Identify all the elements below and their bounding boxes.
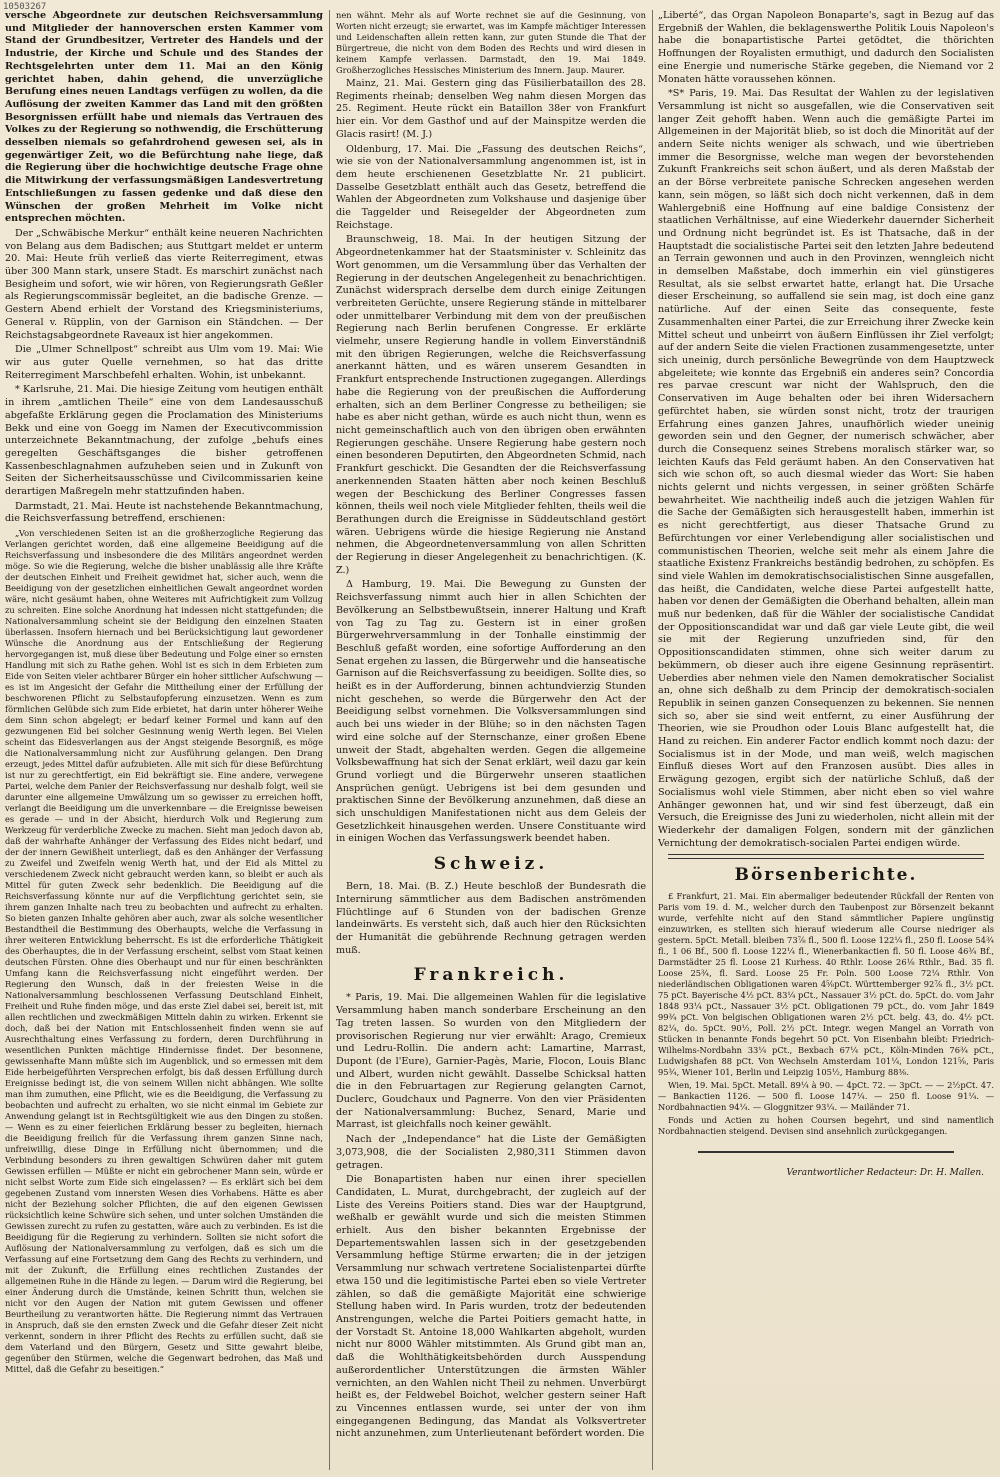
article-hamburg: Δ Hamburg, 19. Mai. Die Bewegung zu Gunsten der Reichsverfassung nimmt auch hier in allen Schichten der Bevölkerung an Selbstbewußtsein, innerer Haltung und Kraft von Tag zu Tag zu. Gestern ist in einer großen Bürgerwehrversammlung in der Tonhalle einstimmig der Beschluß gefaßt worden, eine sofortige Aufforderung an den Senat ergehen zu lassen, die Bürgerwehr und die hanseatische Garnison auf die Reichsverfassung zu beeidigen. Sollte dies, so heißt es in der Aufforderung, binnen achtundvierzig Stunden nicht geschehen, so werde die Bürgerwehr den Act der Beeidigung selbst vornehmen. Die Volksversammlungen sind auch bei uns wieder in der Blühe; so in den nächsten Tagen wird eine solche auf der Sternschanze, einer großen Ebene unweit der Stadt, abgehalten werden. Gegen die allgemeine Volksbewaffnung hat sich der Senat erklärt, weil dazu gar kein Grund vorliegt und die Bürgerwehr unseren staatlichen Ansprüchen genügt. Uebrigens ist bei dem gesunden und praktischen Sinne der Bevölkerung anzunehmen, daß diese an sich unschuldigen Manifestationen nicht aus dem Geleis der Gesetzlichkeit hinausgehen werden. Unsere Constituante wird in einigen Wochen das Verfassungswerk beendet haben. — [336, 579, 646, 845]
section-heading-frankreich: Frankreich. — [413, 965, 569, 986]
article-paris-resultat: *S* Paris, 19. Mai. Das Resultat der Wahlen zu der legislativen Versammlung ist nicht so ausgefallen, wie die Conservativen seit langer Zeit gehofft haben. Wenn auch die gemäßigte Partei im Allgemeinen in der Majorität blieb, so ist doch die Minorität auf der andern Seite nichts weniger als schwach, und wie übertrieben immer die Besorgnisse, welche man wegen der bevorstehenden Zukunft Frankreichs seit schon äußert, und als deren Maßstab der an der Börse verbreitete panische Schrecken angesehen werden kann, sein mögen, so läßt sich doch nicht verkennen, daß in dem Wahlergebniß eine Hoffnung auf eine baldige Consistenz der staatlichen Verhältnisse, auf eine Wiederkehr dauernder Sicherheit und Ordnung nicht begründet ist. Es ist Thatsache, daß in der Hauptstadt die socialistische Partei seit den letzten Jahre bedeutend an Terrain gewonnen und auch in den Provinzen, wenngleich nicht in demselben Maßstabe, doch immerhin ein viel günstigeres Resultat, als sie selbst erwartet hatte, erlangt hat. Die Ursache dieser Erscheinung, so auffallend sie sein mag, ist doch eine ganz natürliche. Auf der einen Seite das consequente, feste Zusammenhalten einer Partei, die zur Erreichung ihrer Zwecke kein Mittel scheut und unbeirrt von äußern Einflüssen ihr Ziel verfolgt; auf der andern Seite die vielen Fractionen zusammengesetzte, unter sich uneinig, durch persönliche Bewegründe von dem Hauptzweck abgeleitete; wie konnte das Ergebniß ein anderes sein? Concordia res parvae crescunt war nicht der Wahlspruch, den die Conservativen im Auge behalten oder bei ihren Widersachern gefürchtet haben, sie würden sonst nicht, trotz der traurigen Erfahrung eines ganzen Jahres, unaufhörlich wieder uneinig geworden sein und den Gegner, der numerisch schwächer, aber durch die Consequenz seines Strebens moralisch stärker war, so leichten Kaufs das Feld geräumt haben. An den Conservativen hat sich wie schon oft, so auch diesmal wieder das Wort: Sie haben nichts gelernt und nichts vergessen, in seiner größten Schärfe bewahrheitet. Wie nachtheilig indeß auch die jetzigen Wahlen für die Sache der Gemäßigten sich herausgestellt haben, immerhin ist es nicht gerechtfertigt, aus dieser Thatsache Grund zu Befürchtungen vor einer Verlebendigung aller socialistischen und communistischen Theorien, welche seit mehr als einem Jahre die staatliche Existenz Frankreichs beständig bedrohen, zu schöpfen. Es sind viele Wahlen im demokratischsocialistischen Sinne ausgefallen, das heißt, die Candidaten, welche diese Partei aufgestellt hatte, haben vor denen der Gemäßigten die Oberhand behalten, allein man muß nur bedenken, daß für die Wähler der socialistische Candidat der Oppositionscandidat war und daß gar viele Leute gibt, die weil sie mit der Regierung unzufrieden sind, für den Oppositionscandidaten stimmen, ohne sich weiter darum zu bekümmern, ob dieser auch ihre eigene Gesinnung repräsentirt. Ueberdies aber nehmen viele den Namen demokratischer Socialist an, ohne sich deßhalb zu dem Princip der demokratisch-socialen Republik in seinen ganzen Consequenzen zu bekennen. Sie nennen sich so, aber sie sind weit entfernt, zu einer Ausführung der Theorien, wie sie Proudhon oder Louis Blanc aufgestellt hat, die Hand zu reichen. Ein anderer Factor endlich kommt noch dazu: der Socialismus ist in der Mode, und man weiß, welch magischen Einfluß dieses Wort auf den Franzosen ausübt. Dies alles in Erwägung gezogen, ergibt sich der natürliche Schluß, daß der Socialismus wohl viele Stimmen, aber nicht eben so viel wahre Anhänger gewonnen hat, und wir sind fest überzeugt, daß ein Versuch, die Ereignisse des Juni zu wiederholen, nicht allein mit der Wiederkehr der damaligen Folgen, sondern mit der gänzlichen Vernichtung der demokratisch-socialen Partei endigen würde. — [658, 88, 994, 849]
section-divider — [668, 854, 984, 859]
article-liberte: „Liberté“, das Organ Napoleon Bonaparte's, sagt in Bezug auf das Ergebniß der Wahlen, die beklagenswerthe Politik Louis Napoleon's habe die bonapartistische Partei getödtet, die thörichten Hoffnungen der Royalisten ermuthigt, und dadurch den Socialisten eine Energie und numerische Stärke gegeben, die Niemand vor 2 Monaten hätte voraussehen können. — [658, 10, 994, 85]
darmstadt-proclamation-end: nen wähnt. Mehr als auf Worte rechnet sie auf die Gesinnung, von Worten nicht erzeugt; sie erwartet, was im Kampfe mächtiger Interessen und Leidenschaften allein retten kann, zur guten Stunde die That der Bürgertreue, die nicht von dem Boden des Rechts und wird diesen in keinem Kampfe verlassen. Darmstadt, den 19. Mai 1849. Großherzogliches Hessisches Ministerium des Innern. Jaup. Maurer. — [336, 10, 646, 75]
column-rule-2 — [652, 10, 653, 1470]
darmstadt-proclamation: „Von verschiedenen Seiten ist an die großherzogliche Regierung das Verlangen gerichtet worden, daß eine allgemeine Beeidigung auf die Reichsverfassung und insbesondere die des Militärs angeordnet werden möge. So wie die Regierung, welche die bisher unablässig alle ihre Kräfte der deutschen Einheit und Freiheit gewidmet hat, sicher auch, wenn die Beeidigung von der gesetzlichen einheitlichen Gewalt angeordnet worden wäre, nicht gesäumt haben, ohne Weiteres mit Aufrichtigkeit zum Vollzug zu schreiten. Eine solche Anordnung hat indessen nicht stattgefunden; die Nationalversammlung scheint sie der Beidigung den einzelnen Staaten überlassen. Insofern hiernach und bei Berücksichtigung laut gewordener Wünsche die Anordnung aus der Entschließung der Regierung hervorgegangen ist, muß diese über Bedeutung und Folge einer so ernsten Handlung mit sich zu Rathe gehen. Wohl ist es sich in dem Erbieten zum Eide von Seiten vieler achtbarer Bürger ein hoher sittlicher Aufschwung — es ist im Angesicht der Gefahr die Mittheilung einer der Erfüllung der beschworenen Pflicht zu Selbstaufopferung einzusetzen. Wenn es zum förmlichen Gelübde sich zum Eide erbietet, hat darin unter höherer Weihe dem Sinn schon abgelegt; er bedarf keiner Formel und kann auf den gezwungenen Eid bei solcher Gesinnung wenig Werth legen. Bei Vielen scheint das Eidesverlangen aus der Angst steigende Besorgniß, es möge die Nationalversammlung nicht zur Ausführung gelangen. Den Drang erzeugt, jedes Mittel dafür aufzubieten. Alle mit sich für diese Befürchtung ist nur zu gerechtfertigt, ein Eid bekräftigt sie. Eine andere, verwegene Partei, welche dem Panier der Reichsverfassung nur deshalb folgt, weil sie darunter eine allgemeine Umwälzung um so gewisser zu erreichen hofft, verlangt die Beeidigung um die unverkennbare — die Ereignisse beweisen es gerade — und in der Absicht, hierdurch Volk und Regierung zum Werkzeug für verderbliche Zwecke zu machen. Sieht man jedoch davon ab, daß der wahrhafte Anhänger der Verfassung des Eides nicht bedarf, und der der innern Gewißheit unterliegt, daß es den Anhänger der Verfassung zu Zweifel und Zweifeln wenig Werth hat, und der Eid als Mittel zu verschiedenem Zweck nicht gebraucht werden kann, so bleibt er auch als Mittel für guten Zweck sehr bedenklich. Die Beeidigung auf die Reichsverfassung könnte nur auf die Verpflichtung gerichtet sein, sie ihrem ganzen Inhalte nach treu zu beobachten und aufrecht zu erhalten. So bieten ganzen Inhalte gehören aber auch, zwar als solche wesentlicher Bestandtheil die Bestimmung des Oberhaupts, welche die Verfassung in ihrer weiteren Entwicklung beherrscht. Es ist die erforderliche Thätigkeit des Oberhauptes, die in der Verfassung erscheint, selbst vom Staat keinen deutschen Fürsten. Ohne dies Oberhaupt und nur für einen beschränkten Umfang kann die Reichsverfassung nicht eingeführt werden. Der Regierung den Wunsch, daß in der freiesten Weise in die Nationalversammlung beschlossenen Verfassung Deutschland Einheit, Freiheit und Ruhe finden möge, und das erste Ziel dabei sei, bereit ist, mit allen rechtlichen und zweckmäßigen Mitteln dahin zu wirken. Erkennt sie doch, daß bei der Nation mit Entschlossenheit finden wenn sie auf Ausrechthaltung eines Verfassung zu fordern, deren Durchführung in wesentlichen Punkten mächtige Hindernisse findet. Der besonnene, gewissenhafte Mann müßte sich im Augenblick, und so ermessen mit dem Eide herbeigeführten Versprechen erfolgt, bis daß dessen Erfüllung durch Ereignisse bedingt ist, die von seinem Willen nicht abhängen. Wie sollte man ihm zumuthen, eine Pflicht, wie es die Beeidigung, die Verfassung zu beobachten und aufrecht zu erhalten, wo sie nicht einmal im Gebiete zur Anwendung gelangt ist in Rechtsgültigkeit wie aus den Dingen zu stoßen. — Wenn es zu einer feierlichen Erklärung besser zu begleiten, hiernach die Beeidigung freilich für die Verfassung ihrem ganzen Sinne nach, unfreiwillig, diese Dinge in Erfüllung nicht übernommen; und die Verbindung besonders zu ihren gewaltigen Schwüren daher mit gutem Gewissen erfüllen — Müßte er nicht ein gebrochener Mann sein, würde er nicht selbst Worte zum Eide sich eingelassen? — Es erklärt sich bei dem gegebenen Zustand vom innersten Wesen dies Vorhabens. Hätte es aber nicht der Beziehung solcher Pflichten, die auf den eigenen Gewissen rücksichtlich keine Schwüre sich sehen, und unter solchen Umständen die Gewissen zurecht zu rufen zu gestatten, wäre auch zu verbinden. Es ist die Beeidigung für die Regierung zu verhindern. Sollten sie nicht sofort die Auflösung der Nationalversammlung zu verfolgen, daß es sich um die Verfassung auf eine Fortsetzung dem Gang des Rechts zu verhindern, und mit der Zukunft, die Erfüllung eines rechtlichen Zustandes der allgemeinen Ruhe in die Hände zu legen. — Darum wird die Regierung, bei einer Änderung durch die Umstände, keinen Schritt thun, welchen sie nicht vor den Augen der Nation mit gutem Gewissen und offener Beurtheilung zu verantworten hätte. Die Regierung nimmt das Vertrauen in Anspruch, daß sie den ernsten Zweck und die Gefahr dieser Zeit nicht verkennt, sondern in ihrer Pflicht des Rechts zu erfüllen sucht, daß sie dem Vaterland und den Bürgern, Gesetz und Sitte gewahrt bleibe, gegenüber den Stürmen, welche die Gegenwart bedrohen, das Maß und Mittel, daß die Gefahr zu beseitigen.“ — [5, 528, 323, 1375]
end-rule — [698, 1151, 954, 1153]
article-bern: Bern, 18. Mai. (B. Z.) Heute beschloß der Bundesrath die Internirung sämmtlicher aus dem Badischen anströmenden Flüchtlinge auf 6 Stunden von der badischen Grenze landeinwärts. Es versteht sich, daß auch hier den Rücksichten der Humanität die gebührende Rechnung getragen werden muß. — [336, 881, 646, 956]
article-mainz: Mainz, 21. Mai. Gestern ging das Füsilierbataillon des 28. Regiments rheinab; denselben Weg nahm diesen Morgen das 25. Regiment. Heute rückt ein Bataillon 38er von Frankfurt hier ein. Vor dem Gasthof und auf der Mainspitze werden die Glacis rasirt! (M. J.) — [336, 78, 646, 140]
column-1 — [5, 10, 323, 1470]
article-paris-wahlen: * Paris, 19. Mai. Die allgemeinen Wahlen für die legislative Versammlung haben manch sonderbare Erscheinung an den Tag treten lassen. So wurden von den Mitgliedern der provisorischen Regierung nur vier erwählt: Arago, Cremieux und Ledru-Rollin. Die andern acht: Lamartine, Marrast, Dupont (de l'Eure), Garnier-Pagès, Marie, Flocon, Louis Blanc und Albert, wurden nicht gewählt. Dasselbe Schicksal hatten die in den Februartagen zur Regierung gelangten Carnot, Duclerc, Goudchaux und Pagnerre. Von den vier Präsidenten der Nationalversammlung: Buchez, Senard, Marie und Marrast, ist gleichfalls noch keiner gewählt. — [336, 992, 646, 1131]
section-heading-boersenberichte: Börsenberichte. — [734, 865, 918, 886]
section-heading-schweiz: Schweiz. — [433, 854, 549, 875]
article-braunschweig: Braunschweig, 18. Mai. In der heutigen Sitzung der Abgeordnetenkammer hat der Staatsminister v. Schleinitz das Wort genommen, um die Versammlung über das Verhalten der Regierung in der deutschen Angelegenheit zu benachrichtigen. Zunächst widersprach derselbe dem durch einige Zeitungen verbreiteten Gerüchte, unsere Regierung stände in mittelbarer oder unmittelbarer Verbindung mit dem von der preußischen Regierung nach Berlin berufenen Congresse. Er erklärte vielmehr, unsere Regierung handle in vollem Einverständniß mit den übrigen Regierungen, welche die Reichsverfassung anerkannt hätten, und es wären unserem Gesandten in Frankfurt entsprechende Instructionen zugegangen. Allerdings habe die Regierung von der preußischen die Aufforderung erhalten, sich an dem Berliner Congresse zu betheiligen; sie habe es aber nicht gethan, würde es auch nicht thun, wenn es nicht gemeinschaftlich auch von den übrigen oben erwähnten Regierungen geschähe. Unsere Regierung habe gestern noch einen besonderen Deputirten, den Abgeordneten Schmid, nach Frankfurt geschickt. Die Gesandten der die Reichsverfassung anerkennenden Staaten hätten aber noch keinen Beschluß wegen der Beschickung des Berliner Congresses fassen können, theils weil noch viele Mitglieder fehlten, theils weil die Berathungen durch die Ereignisse in Süddeutschland gestört wären. Uebrigens würde die hiesige Regierung nie Anstand nehmen, die Abgeordnetenversammlung von allen Schritten der Regierung in dieser Angelegenheit zu benachrichtigen. (K. Z.) — [336, 234, 646, 576]
boerse-frankfurt: £ Frankfurt, 21. Mai. Ein abermaliger bedeutender Rückfall der Renten von Paris vom 19. d. M., welcher durch den Taubenpost zur Börsenzeit bekannt wurde, verfehlte nicht auf den Stand sämmtlicher Papiere ungünstig einzuwirken, es stellten sich hierauf wiederum alle Course niedriger als gestern. 5pCt. Metall. bleiben 73⅞ fl., 500 fl. Loose 122¼ fl., 250 fl. Loose 54¾ fl., 1 06 Bf., 500 fl. Loose 122¼ fl., Wienerbankactien fl. 50 fl. Loose 46¾ Bf., Darmstädter 25 fl. Loose 21 Kurhess. 40 Rthlr. Loose 26⅛ Rthlr., Bad. 35 fl. Loose 25¾, fl. Sard. Loose 25 Fr. Poln. 500 Loose 72¼ Rthlr. Von niederländischen Obligationen waren 4⅝pCt. Württemberger 92⅞ fl., 3½ pCt. 75 pCt. Bayerische 4½ pCt. 83¼ pCt., Nassauer 3½ pCt. do. 5pCt. do. vom Jahr 1848 93¼ pCt., Nassauer 3½ pCt. Obligationen 79 pCt., do. vom Jahr 1849 99¾ pCt. Von belgischen Obligationen waren 2½ pCt. belg. 43, do. 4½ pCt. 82¼, do. 5pCt. 90½, Poll. 2½ pCt. Integr. wegen Mangel an Vorrath von Stücken in benannte Fonds begehrt 50 pCt. Von Eisenbahn bleibt: Friedrich-Wilhelms-Nordbahn 33¼ pCt., Bexbach 67¼ pCt., Köln-Minden 76¾ pCt., Ludwigshafen 88 pCt. Von Wechseln Amsterdam 101¼, London 121⅝, Paris 95¾, Wiener 101, Berlin und Leipzig 105½, Hamburg 88⅜. — [658, 891, 994, 1078]
article-karlsruhe: * Karlsruhe, 21. Mai. Die hiesige Zeitung vom heutigen enthält in ihrem „amtlichen Theile“ eine von dem Landesausschuß abgefaßte Erklärung gegen die Proclamation des Ministeriums Bekk und eine von Goegg im Namen der Executivcommission unterzeichnete Bekanntmachung, der zufolge „behufs eines geregelten Geschäftsganges die bisher getroffenen Kassenbeschlagnahmen aufzuheben seien und in Zukunft von Seiten der Sicherheitsausschüsse und Civilcommissarien keine derartigen Maßregeln mehr stattzufinden haben. — [5, 384, 323, 498]
article-stuttgart: Der „Schwäbische Merkur“ enthält keine neueren Nachrichten von Belang aus dem Badischen; aus Stuttgart meldet er unterm 20. Mai: Heute früh verließ das vierte Reiterregiment, etwas über 300 Mann stark, unsere Stadt. Es marschirt zunächst nach Besigheim und sofort, wie wir hören, von Regierungsrath Geßler als Regierungscommissär begleitet, an die badische Grenze. — Gestern Abend erhielt der Vorstand des Kriegsministeriums, General v. Rüpplin, von der Garnison ein Ständchen. — Der Reichstagsabgeordnete Raveaux ist hier angekommen. — [5, 227, 323, 341]
page-id: 10503267 — [3, 2, 47, 12]
article-independance: Nach der „Independance“ hat die Liste der Gemäßigten 3,073,908, die der Socialisten 2,980,311 Stimmen davon getragen. — [336, 1134, 646, 1171]
article-hannover: versche Abgeordnete zur deutschen Reichsversammlung und Mitglieder der hannoverschen ersten Kammer vom Stand der Grundbesitzer, Vertreter des Handels und der Industrie, der Kirche und Schule und des Standes der Rechtsgelehrten unter dem 11. Mai an den König gerichtet haben, dahin gehend, die unverzügliche Berufung eines neuen Landtags verfügen zu wollen, da die Auflösung der zweiten Kammer das Land mit den größten Besorgnissen erfüllt habe und niemals das Vertrauen des Volkes zu der Regierung so nothwendig, die Erschütterung desselben niemals so gefahrdrohend gewesen sei, als in gegenwärtiger Zeit, wo die Befürchtung nahe liege, daß die Regierung über die hochwichtige deutsche Frage ohne die Mitwirkung der verfassungsmäßigen Landesvertretung Entschließungen zu fassen gedenke und daß diese den Wünschen der großen Mehrheit im Volke nicht entsprechen möchten. — [5, 10, 323, 225]
article-darmstadt: Darmstadt, 21. Mai. Heute ist nachstehende Bekanntmachung, die Reichsverfassung betreffend, erschienen: — [5, 500, 323, 525]
column-3 — [658, 10, 994, 1470]
column-rule-1 — [329, 10, 330, 1470]
article-oldenburg: Oldenburg, 17. Mai. Die „Fassung des deutschen Reichs“, wie sie von der Nationalversammlung angenommen ist, ist in dem heute erschienenen Gesetzblatte Nr. 21 publicirt. Dasselbe Gesetzblatt enthält auch das Gesetz, betreffend die Wahlen der Abgeordneten zum Volkshause und dasjenige über die Taggelder und Reisegelder der Abgeordneten zum Reichstage. — [336, 143, 646, 231]
editor-line: Verantwortlicher Redacteur: Dr. H. Mallen. — [786, 1168, 984, 1179]
article-bonapartisten: Die Bonapartisten haben nur einen ihrer speciellen Candidaten, L. Murat, durchgebracht, der zugleich auf der Liste des Vereins Poitiers stand. Dies war der Hauptgrund, weßhalb er gewählt wurde und sich die meisten Stimmen erhielt. Aus den bisher bekannten Ergebnisse der Departementswahlen lassen sich in der gesetzgebenden Versammlung heftige Stürme erwarten; die in der jetzigen Versammlung nur schwach vertretene Socialistenpartei dürfte etwa 150 und die legitimistische Partei eben so viele Vertreter zählen, so daß die gemäßigte Majorität eine schwierige Stellung haben wird. In Paris wurden, trotz der bedeutenden Anstrengungen, welche die Partei Poitiers gemacht hatte, in der Vorstadt St. Antoine 18,000 Wahlkarten abgeholt, wurden nicht nur 8000 Wähler mitstimmten. Als Grund gibt man an, daß die Wohlthätigkeitsbehörden durch Ausspendung außerordentlicher Unterstützungen die ärmsten Wähler vernichten, an den Wahlen nicht Theil zu nehmen. Unverbürgt heißt es, der Feldwebel Boichot, welcher gestern seiner Haft zu Vincennes entlassen wurde, sei unter der von ihm eingegangenen Bedingung, das Mandat als Volksvertreter nicht anzunehmen, zum Unterlieutenant befördert worden. Die — [336, 1174, 646, 1440]
boerse-wien: Wien, 19. Mai. 5pCt. Metall. 89¼ à 90. — 4pCt. 72. — 3pCt. — — 2½pCt. 47. — Bankactien 1126. — 500 fl. Loose 147¼. — 250 fl. Loose 91¼. — Nordbahnactien 94¼. — Gloggnitzer 93¼. — Mailänder 71. — [658, 1080, 994, 1113]
boerse-note: Fonds und Actien zu hohen Coursen begehrt, und sind namentlich Nordbahnactien steigend. Devisen sind ansehnlich zurückgegangen. — [658, 1115, 994, 1137]
column-2 — [336, 10, 646, 1470]
article-ulm: Die „Ulmer Schnellpost“ schreibt aus Ulm vom 19. Mai: Wie wir aus guter Quelle vernehmen, so hat das dritte Reiterregiment Marschbefehl erhalten. Wohin, ist unbekannt. — [5, 344, 323, 381]
